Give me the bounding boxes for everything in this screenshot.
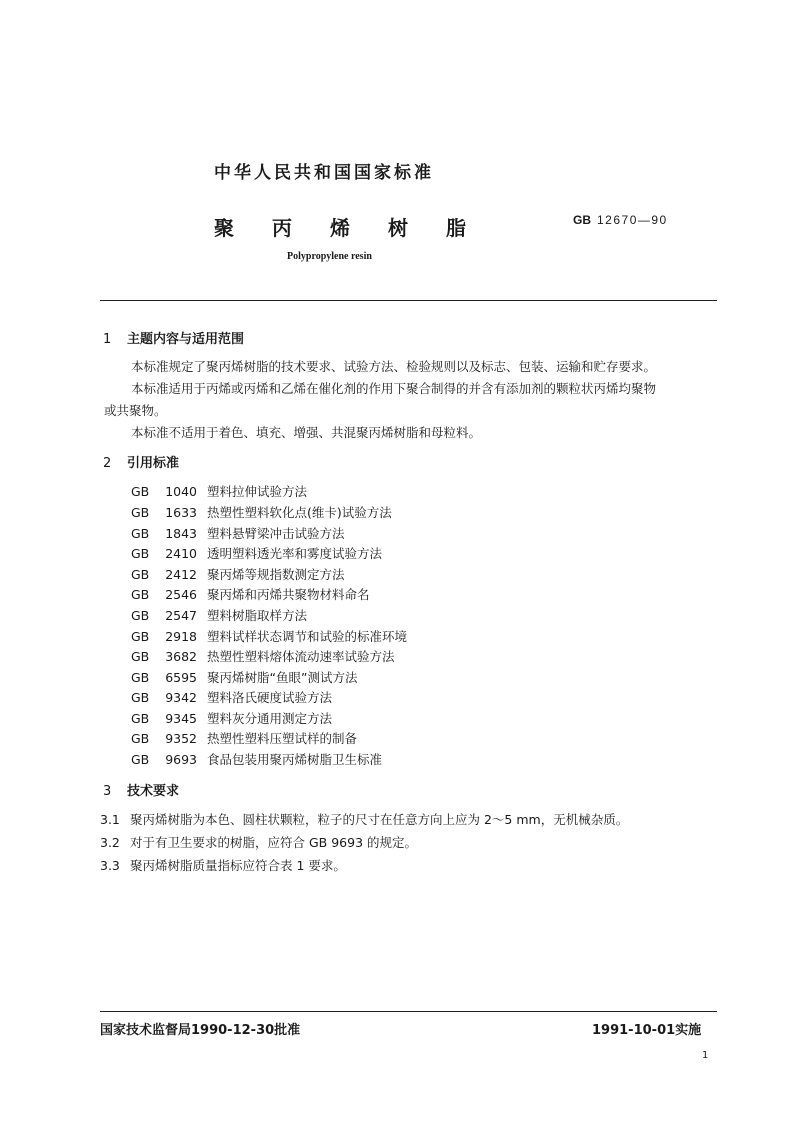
reference-item [131, 709, 332, 727]
ref-code: GB [131, 567, 150, 582]
ref-code: GB [131, 731, 150, 746]
reference-item [131, 585, 370, 603]
section-3-heading [103, 780, 179, 799]
reference-item [131, 482, 307, 500]
ref-name: 透明塑料透光率和雾度试验方法 [207, 546, 383, 561]
ref-name: 热塑性塑料软化点(维卡)试验方法 [207, 505, 392, 520]
implementation-date: 1991-10-01实施 [592, 1023, 702, 1038]
clause-item [100, 856, 346, 874]
ref-code: GB [131, 484, 150, 499]
reference-item [131, 627, 407, 645]
section-number: 1 [103, 332, 112, 347]
ref-number: 9345 [165, 711, 197, 726]
section-number: 3 [103, 784, 112, 799]
ref-number: 1633 [165, 505, 197, 520]
reference-item [131, 647, 395, 665]
reference-item [131, 544, 382, 562]
clause-number: 3.2 [100, 835, 120, 850]
ref-number: 6595 [165, 670, 197, 685]
clause-text: 聚丙烯树脂质量指标应符合表 1 要求。 [130, 858, 346, 873]
clause-number: 3.1 [100, 812, 120, 827]
section-title: 引用标准 [127, 456, 180, 471]
title-char: 丙 [272, 216, 292, 240]
section-1-para-2: 本标准适用于丙烯或丙烯和乙烯在催化剂的作用下聚合制得的并含有添加剂的颗粒状丙烯均聚物 [131, 381, 657, 396]
ref-number: 1040 [165, 484, 197, 499]
ref-name: 塑料拉伸试验方法 [207, 484, 308, 499]
ref-name: 聚丙烯树脂“鱼眼”测试方法 [207, 670, 358, 685]
national-standard-title: 中华人民共和国国家标准 [214, 163, 434, 183]
reference-item [131, 524, 345, 542]
ref-number: 2412 [165, 567, 197, 582]
ref-code: GB [131, 649, 150, 664]
standard-number [573, 213, 668, 227]
title-char: 树 [388, 216, 408, 240]
ref-name: 塑料试样状态调节和试验的标准环境 [207, 629, 408, 644]
section-title: 技术要求 [127, 784, 180, 799]
ref-code: GB [131, 752, 150, 767]
ref-name: 食品包装用聚丙烯树脂卫生标准 [207, 752, 383, 767]
ref-name: 热塑性塑料熔体流动速率试验方法 [207, 649, 395, 664]
ref-code: GB [131, 670, 150, 685]
ref-code: GB [131, 608, 150, 623]
reference-item [131, 729, 357, 747]
standard-code: 12670—90 [597, 213, 668, 227]
ref-name: 塑料灰分通用测定方法 [207, 711, 333, 726]
ref-code: GB [131, 505, 150, 520]
reference-item [131, 750, 382, 768]
clause-item [100, 810, 628, 828]
ref-name: 塑料洛氏硬度试验方法 [207, 690, 333, 705]
clause-text: 聚丙烯树脂为本色、圆柱状颗粒，粒子的尺寸在任意方向上应为 2～5 mm，无机械杂质。 [130, 812, 629, 827]
ref-number: 3682 [165, 649, 197, 664]
ref-number: 2547 [165, 608, 197, 623]
clause-item [100, 833, 417, 851]
standard-prefix: GB [573, 213, 591, 227]
ref-number: 2918 [165, 629, 197, 644]
reference-item [131, 606, 307, 624]
title-char: 聚 [214, 216, 234, 240]
ref-name: 塑料树脂取样方法 [207, 608, 308, 623]
ref-number: 2546 [165, 587, 197, 602]
ref-number: 9352 [165, 731, 197, 746]
reference-item [131, 565, 345, 583]
title-char: 烯 [330, 216, 350, 240]
reference-item [131, 688, 332, 706]
ref-code: GB [131, 629, 150, 644]
ref-name: 聚丙烯和丙烯共聚物材料命名 [207, 587, 370, 602]
section-1-heading [103, 328, 244, 347]
ref-number: 9693 [165, 752, 197, 767]
ref-code: GB [131, 711, 150, 726]
header-rule [100, 300, 717, 301]
footer-rule [100, 1011, 717, 1012]
approval-info: 国家技术监督局1990-12-30批准 [100, 1023, 301, 1038]
reference-item [131, 668, 357, 686]
english-title: Polypropylene resin [287, 251, 372, 262]
ref-code: GB [131, 690, 150, 705]
section-1-para-2-cont: 或共聚物。 [104, 403, 167, 418]
reference-item [131, 503, 392, 521]
ref-number: 1843 [165, 526, 197, 541]
clause-number: 3.3 [100, 858, 120, 873]
section-number: 2 [103, 456, 112, 471]
section-1-para-1: 本标准规定了聚丙烯树脂的技术要求、试验方法、检验规则以及标志、包装、运输和贮存要求。 [131, 359, 657, 374]
title-char: 脂 [446, 216, 466, 240]
ref-code: GB [131, 587, 150, 602]
section-1-para-3: 本标准不适用于着色、填充、增强、共混聚丙烯树脂和母粒料。 [131, 425, 482, 440]
ref-code: GB [131, 546, 150, 561]
ref-name: 热塑性塑料压塑试样的制备 [207, 731, 358, 746]
ref-name: 塑料悬臂梁冲击试验方法 [207, 526, 345, 541]
ref-number: 2410 [165, 546, 197, 561]
clause-text: 对于有卫生要求的树脂，应符合 GB 9693 的规定。 [130, 835, 417, 850]
section-2-heading [103, 452, 179, 471]
page-number: 1 [702, 1050, 709, 1061]
ref-code: GB [131, 526, 150, 541]
ref-number: 9342 [165, 690, 197, 705]
section-title: 主题内容与适用范围 [127, 332, 245, 347]
ref-name: 聚丙烯等规指数测定方法 [207, 567, 345, 582]
document-title [214, 212, 504, 241]
